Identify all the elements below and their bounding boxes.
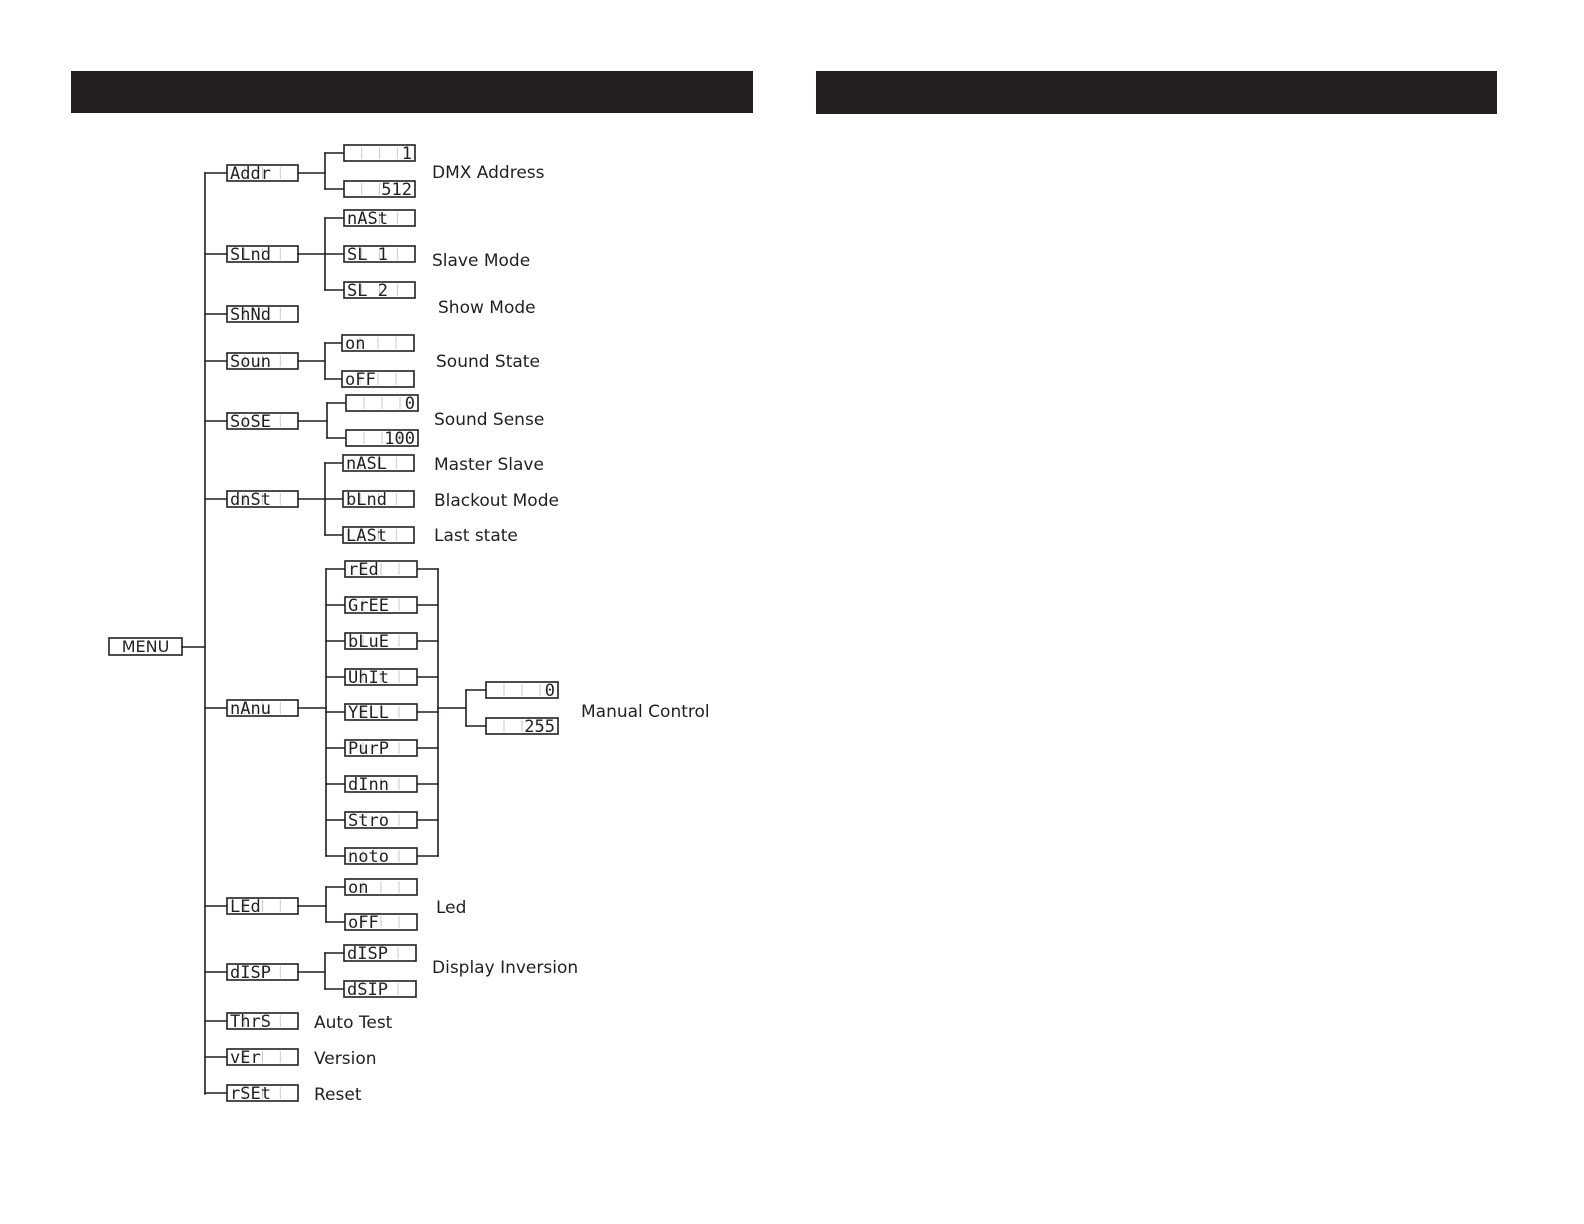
color-option-box: bLuE	[348, 632, 389, 652]
item-label: Blackout Mode	[434, 491, 559, 511]
item-label: Auto Test	[314, 1013, 393, 1033]
color-option-box: GrEE	[348, 596, 389, 616]
option-box: dSIP	[347, 980, 388, 1000]
color-option-box: dInn	[348, 775, 389, 795]
color-option-box: YELL	[348, 703, 389, 723]
menu-code-box: vEr	[230, 1048, 261, 1068]
value-box: 255	[524, 717, 555, 737]
menu-label: MENU	[121, 637, 170, 656]
color-option-box: UhIt	[348, 668, 389, 688]
item-label: Master Slave	[434, 455, 544, 475]
menu-code-box: SoSE	[230, 412, 271, 432]
option-box: oFF	[345, 370, 376, 390]
item-label: Reset	[314, 1085, 362, 1105]
option-box: 512	[381, 180, 412, 200]
item-label: Led	[436, 898, 467, 918]
option-box: oFF	[348, 913, 379, 933]
color-option-box: rEd	[348, 560, 379, 580]
menu-code-box: ThrS	[230, 1012, 271, 1032]
option-box: 100	[384, 429, 415, 449]
menu-code-box: nAnu	[230, 699, 271, 719]
option-box: on	[348, 878, 369, 898]
option-box: SL 2	[347, 281, 388, 301]
color-option-box: Stro	[348, 811, 389, 831]
value-box: 0	[544, 681, 555, 701]
menu-code-box: LEd	[230, 897, 261, 917]
option-box: 1	[401, 144, 412, 164]
item-label: DMX Address	[432, 163, 545, 183]
item-label: Show Mode	[438, 298, 536, 318]
menu-code-box: ShNd	[230, 305, 271, 325]
item-label: Sound Sense	[434, 410, 545, 430]
option-box: bLnd	[346, 490, 387, 510]
option-box: nASL	[346, 454, 387, 474]
menu-code-box: Addr	[230, 164, 271, 184]
color-option-box: PurP	[348, 739, 389, 759]
color-option-box: noto	[348, 847, 389, 867]
option-box: SL 1	[347, 245, 388, 265]
item-label: Version	[314, 1049, 377, 1069]
menu-code-box: SLnd	[230, 245, 271, 265]
option-box: LASt	[346, 526, 387, 546]
menu-code-box: dISP	[230, 963, 271, 983]
item-label: Slave Mode	[432, 251, 531, 271]
option-box: dISP	[347, 944, 388, 964]
item-label: Sound State	[436, 352, 540, 372]
menu-code-box: Soun	[230, 352, 271, 372]
option-box: on	[345, 334, 366, 354]
item-label: Manual Control	[581, 702, 710, 722]
item-label: Last state	[434, 526, 518, 546]
option-box: 0	[404, 394, 415, 414]
menu-code-box: dnSt	[230, 490, 271, 510]
menu-code-box: rSEt	[230, 1084, 271, 1104]
option-box: nASt	[347, 209, 388, 229]
item-label: Display Inversion	[432, 958, 579, 978]
